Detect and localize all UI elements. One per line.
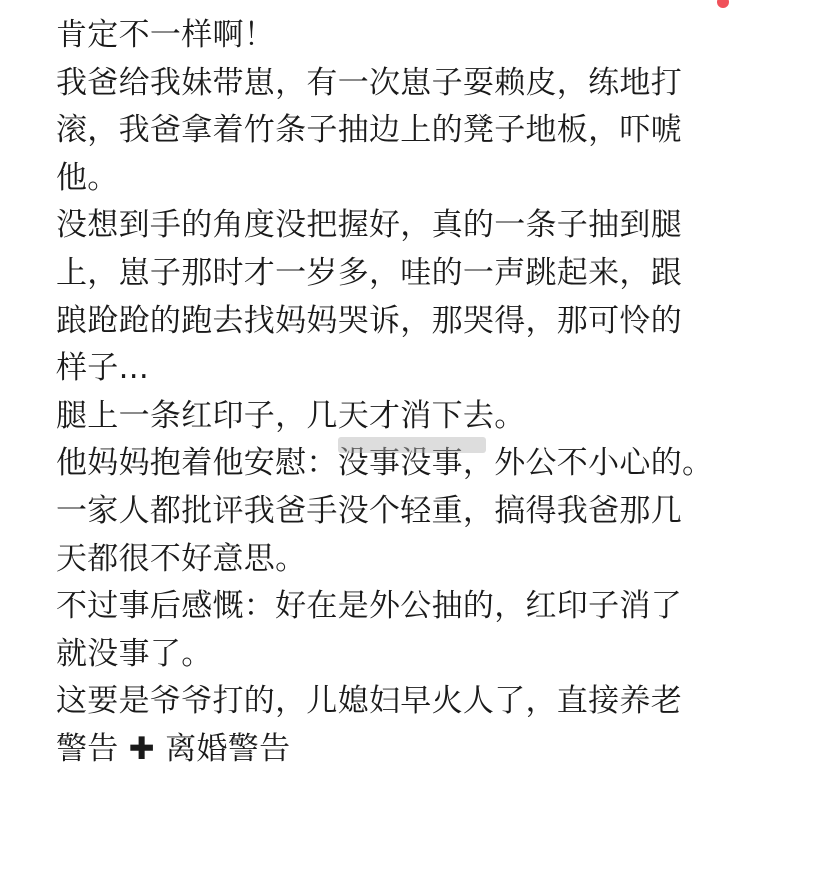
post-line-16-part2: 离婚警告: [165, 730, 291, 767]
notification-dot: [717, 0, 729, 8]
post-line-3: 滚，我爸拿着竹条子抽边上的凳子地板，吓唬: [56, 112, 682, 149]
post-line-13: 不过事后感慨：好在是外公抽的，红印子消了: [56, 588, 682, 625]
post-line-14: 就没事了。: [56, 635, 213, 672]
plus-icon: ✚: [128, 730, 156, 767]
post-line-4: 他。: [56, 159, 119, 196]
watermark: [338, 437, 486, 453]
post-line-5: 没想到手的角度没把握好，真的一条子抽到腿: [56, 207, 682, 244]
post-line-16: [56, 726, 768, 774]
post-line-9: 腿上一条红印子，几天才消下去。: [56, 397, 526, 434]
post-line-10: 他妈妈抱着他安慰：没事没事，外公不小心的。: [56, 445, 714, 482]
post-line-15: 这要是爷爷打的，儿媳妇早火人了，直接养老: [56, 683, 682, 720]
post-line-1: 肯定不一样啊！: [56, 17, 276, 53]
post-line-2: 我爸给我妹带崽，有一次崽子耍赖皮，练地打: [56, 64, 682, 101]
post-body: [56, 12, 768, 774]
post-line-16-part1: 警告: [56, 730, 119, 767]
post-line-6: 上，崽子那时才一岁多，哇的一声跳起来，跟: [56, 254, 682, 291]
post-line-8: 样子...: [56, 350, 150, 387]
post-line-11: 一家人都批评我爸手没个轻重，搞得我爸那几: [56, 492, 682, 529]
post-line-7: 踉跄跄的跑去找妈妈哭诉，那哭得，那可怜的: [56, 302, 682, 339]
post-line-12: 天都很不好意思。: [56, 540, 307, 577]
